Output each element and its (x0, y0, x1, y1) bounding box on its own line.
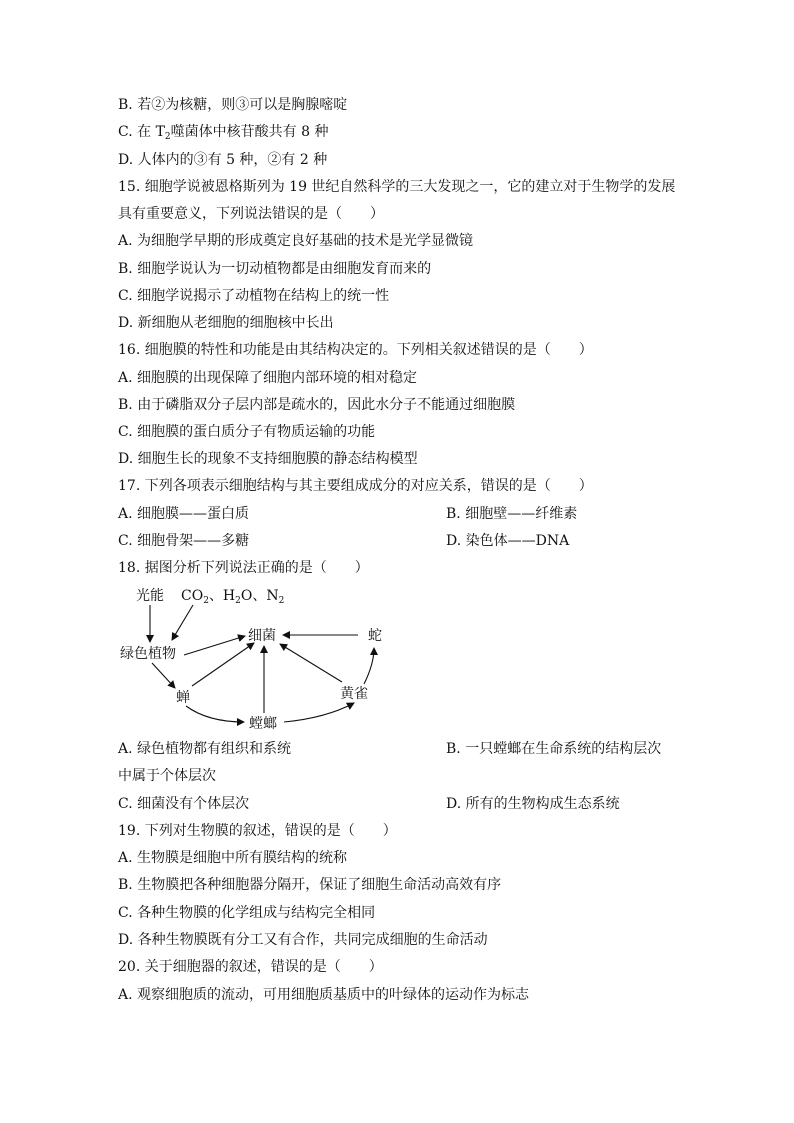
q16-stem: 16. 细胞膜的特性和功能是由其结构决定的。下列相关叙述错误的是（ ） (118, 342, 593, 358)
diagram-mantis-label: 螳螂 (249, 716, 277, 732)
q15-stem-line1: 15. 细胞学说被恩格斯列为 19 世纪自然科学的三大发现之一，它的建立对于生物学的发展 (118, 179, 676, 195)
diagram-co2-sub: 2 (203, 596, 209, 606)
q18-option-b-line1: B. 一只螳螂在生命系统的结构层次 (446, 741, 662, 757)
diagram-h2o-sub: 2 (235, 596, 241, 606)
diagram-plant-label: 绿色植物 (120, 646, 176, 662)
q19-stem: 19. 下列对生物膜的叙述，错误的是（ ） (118, 823, 397, 839)
q19-option-b: B. 生物膜把各种细胞器分隔开，保证了细胞生命活动高效有序 (118, 877, 502, 893)
q15-option-b: B. 细胞学说认为一切动植物都是由细胞发育而来的 (118, 261, 432, 277)
q14-option-d: D. 人体内的③有 5 种，②有 2 种 (118, 152, 328, 168)
q14-option-c-sub: 2 (164, 132, 171, 142)
arrow-plant-to-bacteria (184, 636, 245, 655)
q18-stem: 18. 据图分析下列说法正确的是（ ） (118, 560, 369, 576)
q16-option-a: A. 细胞膜的出现保障了细胞内部环境的相对稳定 (118, 370, 418, 386)
q18-option-c: C. 细菌没有个体层次 (118, 796, 250, 812)
q17-option-d: D. 染色体——DNA (446, 533, 570, 549)
arrow-oriole-to-bacteria (280, 644, 342, 682)
q18-option-a: A. 绿色植物都有组织和系统 (118, 741, 292, 757)
q18-option-d: D. 所有的生物构成生态系统 (446, 796, 620, 812)
q16-option-c: C. 细胞膜的蛋白质分子有物质运输的功能 (118, 424, 376, 440)
arrow-inorganic-to-plant (172, 605, 193, 640)
arrow-plant-to-cicada (152, 663, 175, 688)
q17-stem: 17. 下列各项表示细胞结构与其主要组成成分的对应关系，错误的是（ ） (118, 478, 593, 494)
q17-option-c: C. 细胞骨架——多糖 (118, 533, 250, 549)
q17-option-b: B. 细胞壁——纤维素 (446, 506, 578, 522)
q19-option-a: A. 生物膜是细胞中所有膜结构的统称 (118, 850, 348, 866)
diagram-cicada-label: 蝉 (176, 690, 190, 706)
diagram-h2o-sep: 、H (208, 588, 236, 604)
diagram-snake-label: 蛇 (368, 628, 382, 644)
q17-option-a: A. 细胞膜——蛋白质 (118, 506, 250, 522)
q14-option-c-pre: C. 在 T (118, 124, 165, 140)
q16-option-b: B. 由于磷脂双分子层内部是疏水的，因此水分子不能通过细胞膜 (118, 397, 516, 413)
q14-option-c-post: 噬菌体中核苷酸共有 8 种 (170, 124, 329, 140)
q16-option-d: D. 细胞生长的现象不支持细胞膜的静态结构模型 (118, 451, 418, 467)
arrow-mantis-to-oriole (284, 703, 354, 722)
arrow-oriole-to-snake (364, 648, 374, 684)
diagram-inorganic-label (181, 588, 284, 606)
diagram-light-label: 光能 (136, 588, 164, 604)
q20-option-a: A. 观察细胞质的流动，可用细胞质基质中的叶绿体的运动作为标志 (118, 987, 530, 1003)
q15-stem-line2: 具有重要意义，下列说法错误的是（ ） (118, 206, 384, 222)
q18-option-b-line2: 中属于个体层次 (118, 768, 216, 784)
q15-option-c: C. 细胞学说揭示了动植物在结构上的统一性 (118, 288, 390, 304)
q15-option-d: D. 新细胞从老细胞的细胞核中长出 (118, 315, 334, 331)
q14-option-b: B. 若②为核糖，则③可以是胸腺嘧啶 (118, 97, 348, 113)
diagram-oriole-label: 黄雀 (340, 686, 368, 702)
diagram-co2-text: CO (181, 588, 204, 604)
diagram-bacteria-label: 细菌 (248, 628, 276, 644)
diagram-h2o-post: O、N (240, 588, 279, 604)
q19-option-d: D. 各种生物膜既有分工又有合作，共同完成细胞的生命活动 (118, 932, 488, 948)
diagram-n2-sub: 2 (278, 596, 285, 606)
q20-stem: 20. 关于细胞器的叙述，错误的是（ ） (118, 959, 383, 975)
q19-option-c: C. 各种生物膜的化学组成与结构完全相同 (118, 905, 376, 921)
q15-option-a: A. 为细胞学早期的形成奠定良好基础的技术是光学显微镜 (118, 233, 474, 249)
arrow-cicada-to-mantis (186, 706, 244, 722)
